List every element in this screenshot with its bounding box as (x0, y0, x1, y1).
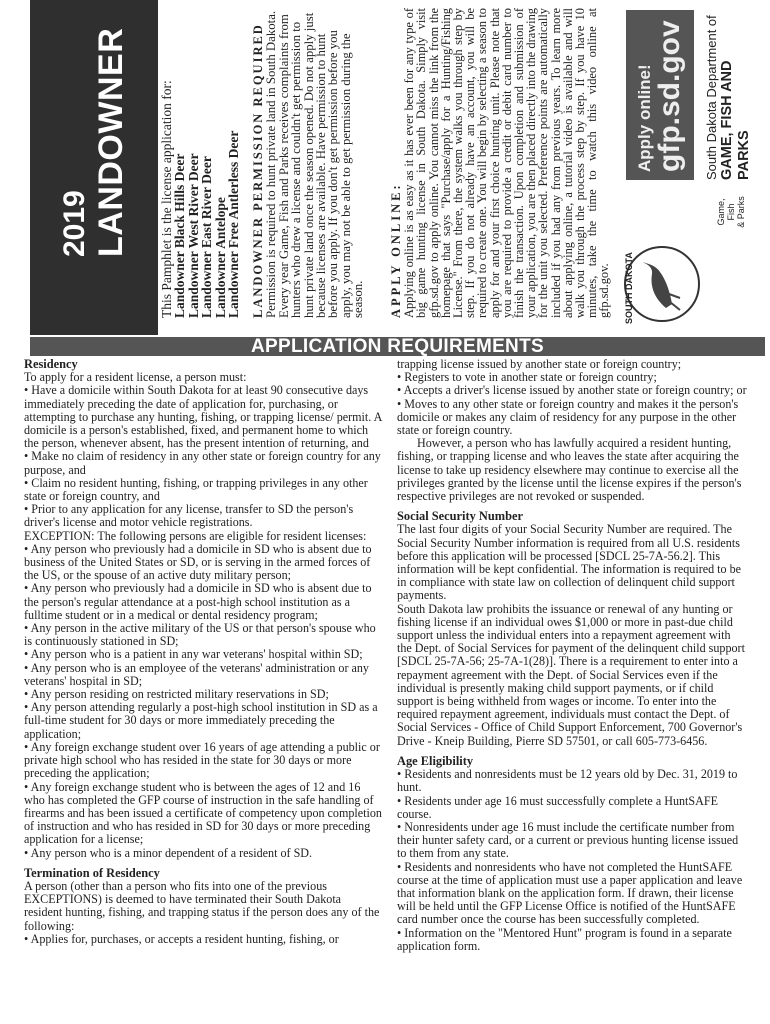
residency-line: • Prior to any application for any license, transfer to SD the person's driver's license and motor vehicle registrations. (24, 502, 354, 530)
seal-text: SOUTH DAKOTA (624, 252, 634, 324)
residency-line: • Any person who is a minor dependent of a resident of SD. (24, 845, 313, 860)
pamphlet-license-list (160, 18, 240, 318)
ssn-paragraph: South Dakota law prohibits the issuance or renewal of any hunting or fishing license if an individual owes $1,000 or more in past-due child support unless the individual enters into a repayment agreement with the Dept. of Social Services for payment of the delinquent child support [SDCL 25-7A-56; 25-7A-1(28)]. There is a requirement to enter into a repayment agreement with the Dept. of Social Services even if the individual is presently making child support payments, or if child support is being withheld from wages or income. To enter into the required repayment agreement, individuals must contact the Dept. of Social Services - Office of Child Support Enforcement, 700 Governor's Drive - Kneip Building, Pierre SD 57501, or call 605-773-6456. (397, 601, 745, 748)
apply-text: Applying online is as easy as it has ever been for any type of big game hunting license in South Dakota. Simply visit gfp.sd.gov to apply online. You cannot miss the link from the homepage that says "Purchase/apply for a Hunting/Fishing License." From there, the system walks you through step by step. If you do not already have an account, you will be required to create one. You will begin by selecting a season to apply for and your first choice hunting unit. Please note that you are required to provide a credit or debit card number to finish the transaction. Upon completion and submission of your application, you are then placed directly into the drawing for the unit you selected. Preference points are automatically included if you had any from previous years. To learn more about applying online, a tutorial video is available and will walk you through the process step by step. If you have 10 minutes, take the time to watch this video online at gfp.sd.gov. (402, 8, 612, 318)
dept-line-2: GAME, FISH AND PARKS (719, 60, 752, 180)
cover-heading: LANDOWNER (92, 27, 130, 257)
residency-line: • Any person who is a patient in any war veterans' hospital within SD; (24, 647, 363, 662)
seal-sub-line: Game, Fish (716, 198, 736, 226)
residency-line: • Any person who is an employee of the veterans' administration or any veterans' hospital in SD; (24, 660, 369, 688)
left-column (24, 358, 382, 946)
cover-year: 2019 (58, 190, 91, 257)
cover-panel (0, 0, 770, 335)
residency-line: • Claim no resident hunting, fishing, or trapping privileges in any other state or foreign country, and (24, 475, 368, 504)
permission-text: Permission is required to hunt private land in South Dakota. Every year Game, Fish and Parks receives complaints from hunters who drew a license and couldn't get permission to hunt private land once the season opened. Do not apply just because licenses are available. Have permission to hunt before you apply. If you don't get permission before you apply, you may not be able to get permission during the season. (264, 10, 366, 318)
termination-heading: Termination of Residency (24, 865, 160, 880)
department-name (704, 8, 753, 180)
age-line: • Information on the "Mentored Hunt" program is found in a separate application form. (397, 925, 732, 953)
age-line: • Residents and nonresidents who have not completed the HuntSAFE course at the time of application must use a paper application and leave that information blank on the application form. If drawn, their license will be held until the GFP License Office is notified of the HuntSAFE card number once the course has been successfully completed. (397, 859, 743, 927)
apply-heading: APPLY ONLINE: (389, 182, 403, 318)
permission-heading: LANDOWNER PERMISSION REQUIRED (251, 23, 265, 318)
age-line: • Nonresidents under age 16 must include the certificate number from their hunter safety card, or a current or previous hunting license issued to them from any state. (397, 819, 739, 861)
badge-url: gfp.sd.gov (652, 20, 686, 172)
age-heading: Age Eligibility (397, 753, 474, 768)
apply-online-section (390, 8, 630, 318)
termination-cont-line: trapping license issued by another state or foreign country; (397, 357, 682, 371)
residency-line: • Any person in the active military of the US or that person's spouse who is continuously stationed in SD; (24, 621, 376, 649)
seal-subtitle (716, 190, 746, 234)
termination-line: A person (other than a person who fits into one of the previous EXCEPTIONS) is deemed to have terminated their South Dakota resident hunting, fishing, and trapping status if the person does any of the following: (24, 878, 380, 933)
residency-line: • Have a domicile within South Dakota for at least 90 consecutive days immediately preceding the date of application for, purchasing, or attempting to purchase any hunting, fishing, or trapping license/ permit. A domicile is a person's established, fixed, and permanent home to which the person, whenever absent, has the present intention of returning, and (24, 383, 382, 451)
ssn-heading: Social Security Number (397, 509, 523, 524)
badge-apply-text: Apply online! (634, 64, 654, 172)
residency-line: • Any foreign exchange student over 16 years of age attending a public or private high school who has resided in the state for 30 days or more preceding the application; (24, 739, 380, 781)
cover-title (30, 0, 158, 335)
section-title-bar: APPLICATION REQUIREMENTS (30, 337, 765, 356)
residency-line: • Any person residing on restricted military reservations in SD; (24, 687, 329, 702)
pamphlet-intro: This Pamphlet is the license application for: (159, 80, 174, 318)
residency-line: To apply for a resident license, a person must: (24, 370, 247, 385)
pheasant-icon (636, 260, 682, 312)
age-line: • Residents under age 16 must successfully complete a HuntSAFE course. (397, 793, 718, 821)
right-column (397, 358, 747, 953)
seal-sub-line: & Parks (736, 196, 746, 228)
license-item: Landowner West River Deer (185, 153, 201, 318)
termination-cont-line: • Moves to any other state or foreign country and makes it the person's domicile or makes any claim of residency for any purpose in the other state or foreign country. (397, 396, 739, 438)
residency-line: • Any foreign exchange student who is between the ages of 12 and 16 who has completed the GFP course of instruction in the safe handling of firearms and has been issued a certificate of competency upon completion of instruction and who has resided in SD for 30 days or more preceding application for a license; (24, 779, 382, 847)
license-item: Landowner Free Antlerless Deer (226, 130, 242, 318)
dept-line-1: South Dakota Department of (704, 15, 719, 180)
gfp-seal (620, 190, 770, 330)
ssn-paragraph: The last four digits of your Social Security Number are required. The Social Security Number information is required from all U.S. residents before this application will be processed [SDCL 25-7A-56.2]. This information will be kept confidential. The information is required to be in compliance with state law on collection of delinquent child support payments. (397, 522, 742, 603)
residency-line: • Any person who previously had a domicile in SD who is absent due to the person's regular attendance at a post-high school institution as a fulltime student or in a medical or dental residency program; (24, 581, 372, 622)
residency-line: • Make no claim of residency in any other state or foreign country for any purpose, and (24, 449, 381, 477)
license-item: Landowner Black Hills Deer (172, 153, 188, 318)
apply-online-badge (626, 10, 694, 180)
however-paragraph: However, a person who has lawfully acquired a resident hunting, fishing, or trapping license and who leaves the state after acquiring the license to take up residency elsewhere may continue to exercise all the privileges granted by the license until the license expires if the person's respective privileges are not revoked or suspended. (397, 436, 742, 504)
license-item: Landowner East River Deer (199, 156, 215, 318)
residency-line: • Any person attending regularly a post-high school institution in SD as a full-time student for 30 days or more immediately preceding the application; (24, 700, 378, 741)
license-item: Landowner Antelope (212, 197, 228, 318)
termination-cont-line: • Registers to vote in another state or foreign country; (397, 370, 657, 385)
logo-area (620, 8, 770, 330)
permission-section (252, 8, 380, 318)
residency-line: EXCEPTION: The following persons are eligible for resident licenses: (24, 528, 367, 543)
age-line: • Residents and nonresidents must be 12 years old by Dec. 31, 2019 to hunt. (397, 767, 738, 795)
termination-line: • Applies for, purchases, or accepts a resident hunting, fishing, or (24, 931, 339, 946)
residency-heading: Residency (24, 357, 78, 371)
termination-cont-line: • Accepts a driver's license issued by another state or foreign country; or (397, 383, 747, 398)
residency-line: • Any person who previously had a domicile in SD who is absent due to business of the United States or SD, or is serving in the armed forces of the US, or the spouse of an active duty military person; (24, 541, 372, 583)
